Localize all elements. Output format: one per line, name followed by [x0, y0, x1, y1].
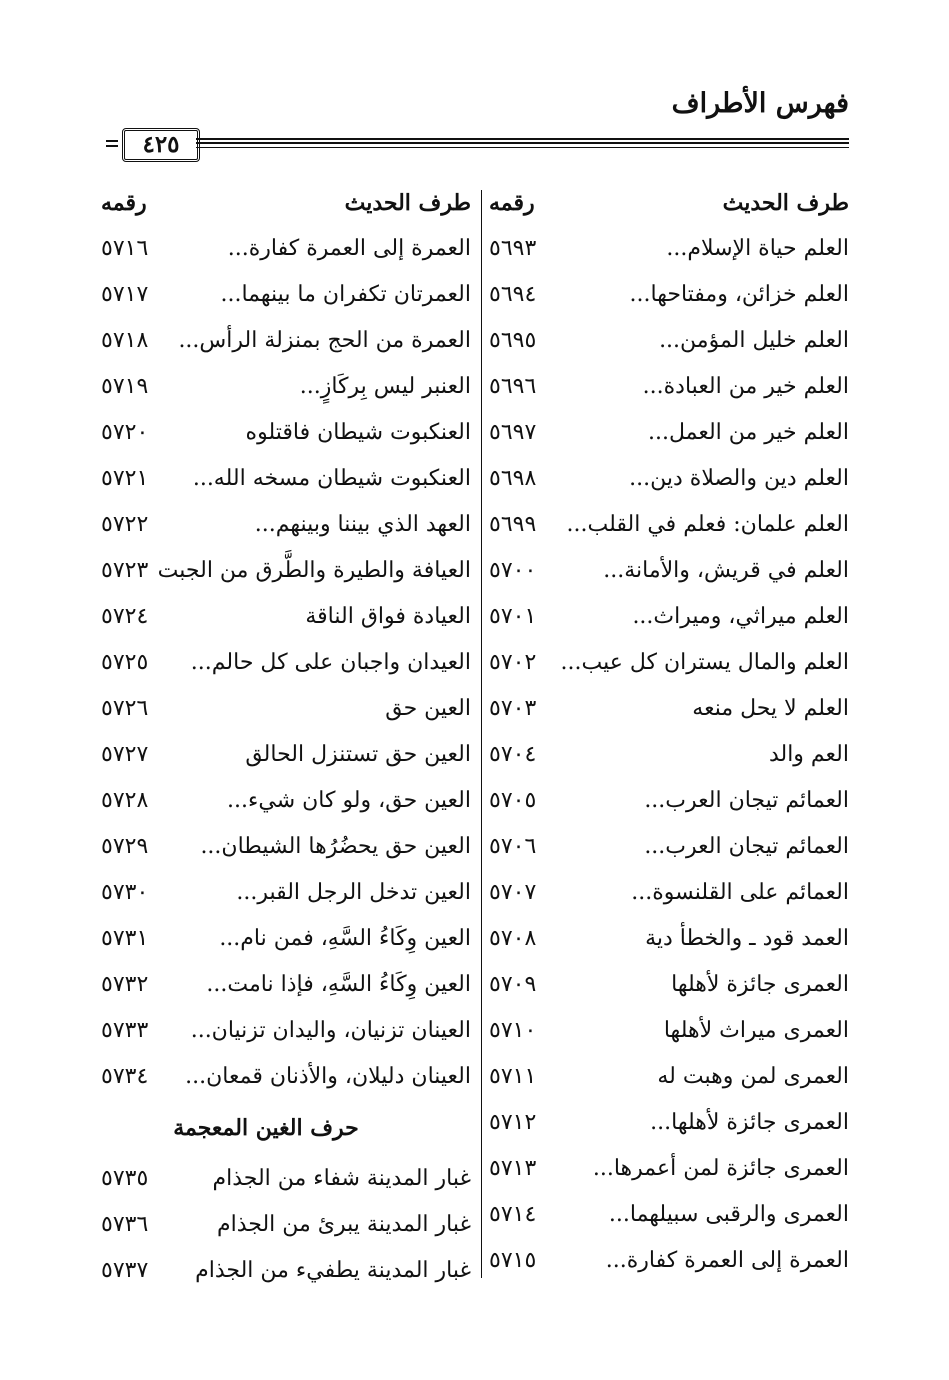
- index-entry: [489, 1146, 849, 1192]
- index-entry: [101, 548, 471, 594]
- index-entry: [101, 732, 471, 778]
- index-entry: [489, 502, 849, 548]
- index-entry: [489, 732, 849, 778]
- index-entry: [489, 962, 849, 1008]
- entry-term: العمرى لمن وهبت له: [657, 1064, 849, 1089]
- entry-number: ٥٦٩٥: [489, 328, 537, 353]
- index-entry: [101, 1054, 471, 1100]
- entry-term: العمرى جائزة لأهلها...: [650, 1110, 849, 1135]
- index-entry: [101, 1156, 471, 1202]
- term-header: طرف الحديث: [344, 190, 471, 216]
- entry-number: ٥٧٢٦: [101, 696, 149, 721]
- entry-number: ٥٦٩٣: [489, 236, 537, 261]
- index-entry: [489, 824, 849, 870]
- entry-term: العين وِكَاءُ السَّهِ، فإذا نامت...: [206, 972, 471, 997]
- index-entry: [489, 226, 849, 272]
- index-entry: [101, 226, 471, 272]
- page-number: ٤٢٥: [122, 128, 200, 162]
- entry-number: ٥٦٩٤: [489, 282, 537, 307]
- index-entry: [101, 1008, 471, 1054]
- index-entry: [101, 778, 471, 824]
- entry-term: العلم خير من العبادة...: [642, 374, 849, 399]
- entry-number: ٥٧٠٤: [489, 742, 537, 767]
- entry-number: ٥٧٣٠: [101, 880, 149, 905]
- entry-number: ٥٧٣٣: [101, 1018, 149, 1043]
- index-entry: [489, 318, 849, 364]
- entry-number: ٥٧٣٧: [101, 1258, 149, 1283]
- entry-number: ٥٧٣٢: [101, 972, 149, 997]
- entry-number: ٥٧٢٩: [101, 834, 149, 859]
- entry-number: ٥٧٠١: [489, 604, 537, 629]
- entry-number: ٥٧٢٧: [101, 742, 149, 767]
- entry-term: العمائم تيجان العرب...: [644, 834, 849, 859]
- column-header: [101, 180, 471, 226]
- rule-dash: [106, 140, 118, 142]
- index-entry: [101, 962, 471, 1008]
- entry-term: العين حق، ولو كان شيء...: [227, 788, 471, 813]
- index-entry: [489, 778, 849, 824]
- entry-term: العلم في قريش، والأمانة...: [603, 558, 849, 583]
- index-entry: [101, 870, 471, 916]
- entry-term: العينان تزنيان، واليدان تزنيان...: [190, 1018, 471, 1043]
- index-entry: [101, 1202, 471, 1248]
- rule-line: [196, 147, 849, 148]
- index-entry: [489, 640, 849, 686]
- entry-number: ٥٦٩٧: [489, 420, 537, 445]
- index-entry: [489, 1054, 849, 1100]
- entry-number: ٥٧٢١: [101, 466, 149, 491]
- entry-number: ٥٧١٤: [489, 1202, 537, 1227]
- index-entry: [101, 272, 471, 318]
- header-rule: [106, 128, 849, 168]
- rule-line: [196, 142, 849, 144]
- entry-number: ٥٧٠٨: [489, 926, 537, 951]
- index-entry: [489, 1192, 849, 1238]
- term-header: طرف الحديث: [722, 190, 849, 216]
- rule-line: [196, 138, 849, 140]
- index-entry: [489, 870, 849, 916]
- entry-term: العمرى جائزة لأهلها: [671, 972, 849, 997]
- index-entry: [101, 824, 471, 870]
- index-entry: [489, 1008, 849, 1054]
- entry-number: ٥٧٠٢: [489, 650, 537, 675]
- entry-term: العينان دليلان، والأذنان قمعان...: [185, 1064, 471, 1089]
- entry-term: العمرى جائزة لمن أعمرها...: [592, 1156, 849, 1181]
- index-entry: [101, 502, 471, 548]
- entry-number: ٥٧١٩: [101, 374, 149, 399]
- entry-number: ٥٧١٣: [489, 1156, 537, 1181]
- entry-term: العمرة إلى العمرة كفارة...: [227, 236, 471, 261]
- entry-term: العلم ميراثي، وميراث...: [632, 604, 849, 629]
- running-title: فهرس الأطراف: [671, 88, 849, 119]
- entry-number: ٥٧١٥: [489, 1248, 537, 1273]
- entry-term: العيدان واجبان على كل حالم...: [190, 650, 471, 675]
- entry-number: ٥٦٩٩: [489, 512, 537, 537]
- number-header: رقمه: [101, 190, 147, 216]
- entry-term: العيافة والطيرة والطَّرق من الجبت: [157, 558, 471, 583]
- entry-term: العمرى ميراث لأهلها: [663, 1018, 849, 1043]
- index-entry: [489, 594, 849, 640]
- column-header: [489, 180, 849, 226]
- entry-term: العمد قود ـ والخطأ دية: [645, 926, 849, 951]
- entry-term: غبار المدينة يطفيء من الجذام: [195, 1258, 471, 1283]
- entry-number: ٥٦٩٦: [489, 374, 537, 399]
- left-column: [101, 180, 471, 1294]
- entry-term: العمرى والرقبى سبيلهما...: [608, 1202, 849, 1227]
- entry-term: العلم لا يحل منعه: [692, 696, 849, 721]
- entry-term: العمرتان تكفران ما بينهما...: [220, 282, 471, 307]
- index-entry: [489, 410, 849, 456]
- entry-term: العمائم تيجان العرب...: [644, 788, 849, 813]
- index-entry: [489, 1100, 849, 1146]
- entry-term: العين حق تستنزل الحالق: [245, 742, 471, 767]
- entry-number: ٥٧١٢: [489, 1110, 537, 1135]
- index-entry: [101, 916, 471, 962]
- index-entry: [489, 548, 849, 594]
- entry-term: العم والد: [768, 742, 849, 767]
- index-entry: [101, 318, 471, 364]
- index-entry: [101, 640, 471, 686]
- entry-term: العلم والمال يستران كل عيب...: [560, 650, 849, 675]
- index-entry: [489, 686, 849, 732]
- entry-term: العين تدخل الرجل القبر...: [236, 880, 471, 905]
- right-column: [489, 180, 849, 1284]
- entry-number: ٥٧١٨: [101, 328, 149, 353]
- entry-number: ٥٧٠٧: [489, 880, 537, 905]
- entry-number: ٥٧١٧: [101, 282, 149, 307]
- entry-number: ٥٧٢٠: [101, 420, 149, 445]
- entry-term: غبار المدينة شفاء من الجذام: [212, 1166, 471, 1191]
- entry-term: العين وِكَاءُ السَّهِ، فمن نام...: [219, 926, 471, 951]
- entry-number: ٥٧٠٠: [489, 558, 537, 583]
- entry-term: العمائم على القلنسوة...: [631, 880, 849, 905]
- entry-term: العلم خير من العمل...: [647, 420, 849, 445]
- entry-term: العلم دين والصلاة دين...: [629, 466, 849, 491]
- entry-term: العنكبوت شيطان مسخه الله...: [192, 466, 471, 491]
- section-title: حرف الغين المعجمة: [173, 1115, 359, 1141]
- index-entry: [101, 594, 471, 640]
- index-entry: [489, 916, 849, 962]
- index-entry: [101, 410, 471, 456]
- entry-number: ٥٧١٦: [101, 236, 149, 261]
- rule-dash: [106, 145, 118, 147]
- entry-term: العين حق: [385, 696, 471, 721]
- entry-number: ٥٧٠٣: [489, 696, 537, 721]
- index-entry: [101, 456, 471, 502]
- column-divider: [481, 190, 482, 1278]
- entry-number: ٥٧١١: [489, 1064, 537, 1089]
- entry-term: العمرة إلى العمرة كفارة...: [605, 1248, 849, 1273]
- entry-term: غبار المدينة يبرئ من الجذام: [216, 1212, 471, 1237]
- index-entry: [489, 364, 849, 410]
- entry-term: العهد الذي بيننا وبينهم...: [254, 512, 471, 537]
- index-entry: [101, 686, 471, 732]
- entry-term: العلم خليل المؤمن...: [659, 328, 849, 353]
- entry-number: ٥٧٣٦: [101, 1212, 149, 1237]
- entry-number: ٥٦٩٨: [489, 466, 537, 491]
- entry-number: ٥٧٢٤: [101, 604, 149, 629]
- entry-number: ٥٧٠٥: [489, 788, 537, 813]
- entry-term: العلم علمان: فعلم في القلب...: [566, 512, 849, 537]
- entry-number: ٥٧٢٣: [101, 558, 149, 583]
- index-entry: [489, 456, 849, 502]
- entry-number: ٥٧٢٥: [101, 650, 149, 675]
- entry-term: العمرة من الحج بمنزلة الرأس...: [178, 328, 471, 353]
- entry-term: العيادة فواق الناقة: [305, 604, 471, 629]
- entry-number: ٥٧١٠: [489, 1018, 537, 1043]
- index-entry: [489, 272, 849, 318]
- entry-number: ٥٧٠٩: [489, 972, 537, 997]
- entry-term: العلم خزائن، ومفتاحها...: [629, 282, 849, 307]
- entry-number: ٥٧٣١: [101, 926, 149, 951]
- entry-term: العلم حياة الإسلام...: [666, 236, 849, 261]
- entry-number: ٥٧٠٦: [489, 834, 537, 859]
- entry-number: ٥٧٣٥: [101, 1166, 149, 1191]
- index-entry: [489, 1238, 849, 1284]
- index-entry: [101, 364, 471, 410]
- entry-number: ٥٧٢٢: [101, 512, 149, 537]
- entry-term: العنكبوت شيطان فاقتلوه: [245, 420, 471, 445]
- entry-number: ٥٧٣٤: [101, 1064, 149, 1089]
- number-header: رقمه: [489, 190, 535, 216]
- index-entry: [101, 1248, 471, 1294]
- entry-number: ٥٧٢٨: [101, 788, 149, 813]
- entry-term: العنبر ليس بِركَازٍ...: [299, 374, 471, 399]
- entry-term: العين حق يحضُرُها الشيطان...: [200, 834, 471, 859]
